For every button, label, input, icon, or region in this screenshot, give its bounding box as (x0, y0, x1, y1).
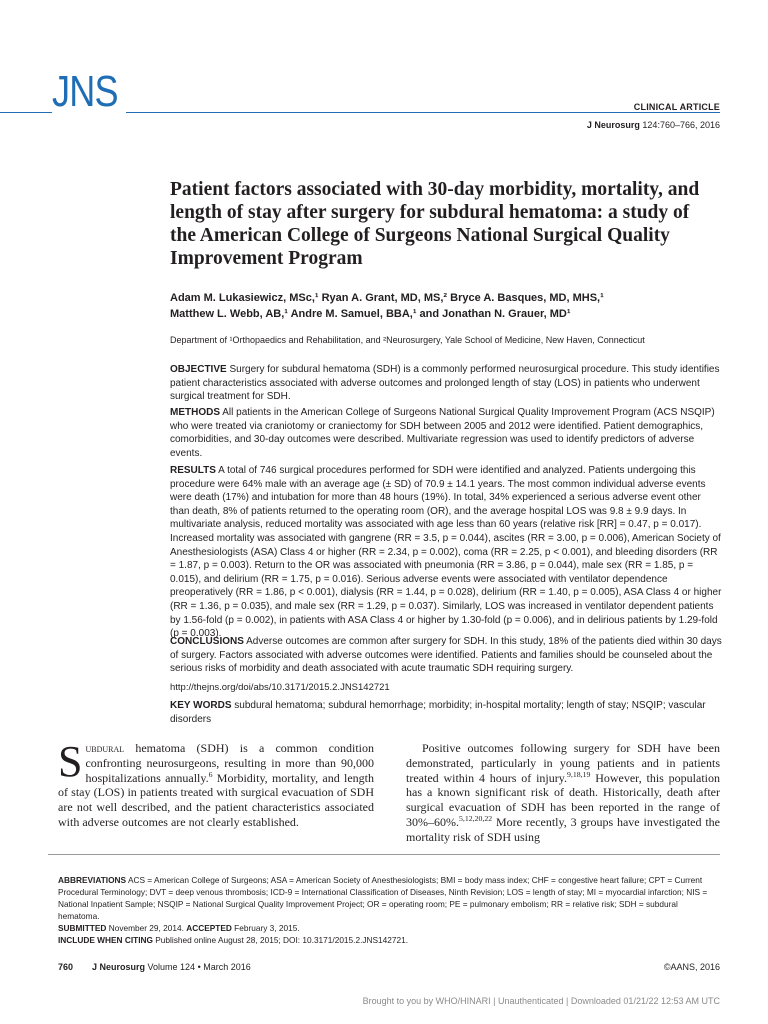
citation-journal: J Neurosurg (586, 120, 640, 130)
body-column-right (406, 741, 720, 845)
download-watermark: Brought to you by WHO/HINARI | Unauthenticated | Downloaded 01/21/22 12:53 AM UTC (362, 996, 720, 1006)
left-text-2: Morbidity, mortality, and length of stay (LOS) in patients treated with surgical evacuation of SDH are not well described, and the patient characteristics associated with adverse outcomes are not clearly established. (58, 770, 375, 829)
abstract-methods (170, 406, 722, 460)
methods-heading: METHODS (170, 407, 220, 418)
abstract-results (170, 464, 722, 641)
citation-detail: 124:760–766, 2016 (642, 120, 720, 130)
keywords (170, 699, 710, 726)
article-title: Patient factors associated with 30-day morbidity, mortality, and length of stay after surgery for subdural hematoma: a study of the American College of Surgeons National Surgical Quality Improvement Program (170, 179, 700, 269)
ref-link[interactable]: 6 (208, 769, 213, 779)
keywords-text: subdural hematoma; subdural hemorrhage; morbidity; in-hospital mortality; length of stay; NSQIP; vascular disorders (170, 700, 706, 725)
results-heading: RESULTS (170, 465, 216, 476)
ref-link[interactable]: 5,12,20,22 (459, 813, 493, 823)
results-text: A total of 746 surgical procedures performed for SDH were identified and analyzed. Patients undergoing this procedure were 64% male with an average age (± SD) of 70.9 ± 14.1 years. The most common individual adverse events were death (17%) and intubation for more than 48 hours (19%). In total, 34% experienced a serious adverse event other than death, 8% of patients returned to the operating room (OR), and the average hospital LOS was 9.8 ± 9.9 days. In multivariate analysis, reduced mortality was associated with age less than 60 years (relative risk [RR] = 0.47, p = 0.017). Increased mortality was associated with gangrene (RR = 3.5, p = 0.044), ascites (RR = 3.00, p = 0.006), American Society of Anesthesiologists (ASA) Class 4 or higher (RR = 2.34, p = 0.002), coma (RR = 2.25, p < 0.001), and bleeding disorders (RR = 1.87, p = 0.003). Return to the OR was associated with pneumonia (RR = 3.86, p = 0.044), male sex (RR = 1.85, p = 0.015), and delirium (RR = 1.75, p = 0.016). Serious adverse events were associated with ventilator dependence preoperatively (RR = 1.86, p < 0.001), dialysis (RR = 1.44, p = 0.028), delirium (RR = 1.40, p = 0.005), ASA Class 4 or higher (RR = 1.36, p = 0.035), and male sex (RR = 1.29, p = 0.037). Similarly, LOS was increased in ventilator dependent patients by 1.56-fold (p = 0.002), in patients with ASA Class 4 or higher by 1.30-fold (p = 0.006), and in delirious patients by 1.29-fold (p = 0.003). (170, 465, 722, 640)
header-rule (126, 112, 720, 113)
logo-rule (0, 112, 52, 113)
drop-cap: S (58, 737, 83, 786)
abbreviations-text: ACS = American College of Surgeons; ASA = American Society of Anesthesiologists; BMI = body mass index; CHF = congestive heart failure; CPT = Current Procedural Terminology; DVT = deep venous thrombosis; ICD-9 = International Classification of Diseases, Ninth Revision; LOS = length of stay; MI = myocardial infarction; NIS = National Inpatient Sample; NSQIP = National Surgical Quality Improvement Project; OR = operating room; PE = pulmonary embolism; RR = relative risk; SDH = subdural hematoma. (58, 875, 708, 921)
cite-text: Published online August 28, 2015; DOI: 10.3171/2015.2.JNS142721. (155, 935, 409, 945)
accepted-heading: ACCEPTED (186, 923, 232, 933)
abbreviations-heading: ABBREVIATIONS (58, 875, 127, 885)
abstract-objective (170, 363, 722, 404)
right-text-2: However, this population has a known significant risk of death. Historically, death after surgical evacuation of SDH has been reported in the range of 30%–60%. (406, 770, 720, 829)
abbreviations-box (58, 874, 712, 946)
page-number: 760 (58, 962, 74, 972)
accepted-date: February 3, 2015. (234, 923, 300, 933)
cite-heading: INCLUDE WHEN CITING (58, 935, 153, 945)
body-column-left (58, 737, 375, 830)
footer-journal (92, 962, 251, 972)
conclusions-heading: CONCLUSIONS (170, 636, 244, 647)
article-type: CLINICAL ARTICLE (633, 102, 720, 112)
journal-logo: JNS (52, 67, 118, 116)
keywords-heading: KEY WORDS (170, 700, 232, 711)
copyright: ©AANS, 2016 (663, 962, 720, 972)
right-text-1: Positive outcomes following surgery for SDH have been demonstrated, particularly in young patients and in patients treated within 4 hours of injury. (406, 741, 720, 785)
affiliation: Department of ¹Orthopaedics and Rehabilitation, and ²Neurosurgery, Yale School of Medicine, New Haven, Connecticut (170, 335, 645, 345)
author-list (170, 290, 690, 322)
footer-volume: Volume 124 • March 2016 (147, 962, 251, 972)
objective-text: Surgery for subdural hematoma (SDH) is a commonly performed neurosurgical procedure. This study identifies patient characteristics associated with adverse outcomes and prolonged length of stay (LOS) in patients who underwent surgical treatment for SDH. (170, 364, 720, 403)
first-word: ubdural (85, 741, 125, 755)
abbreviations (58, 874, 712, 922)
author-line-2: Matthew L. Webb, AB,¹ Andre M. Samuel, BBA,¹ and Jonathan N. Grauer, MD¹ (170, 308, 571, 320)
section-divider (48, 854, 720, 855)
right-text-3: More recently, 3 groups have investigated the mortality risk of SDH using (406, 814, 721, 844)
author-line-1: Adam M. Lukasiewicz, MSc,¹ Ryan A. Grant, MD, MS,² Bryce A. Basques, MD, MHS,¹ (170, 292, 604, 304)
citation-note (58, 934, 712, 946)
conclusions-text: Adverse outcomes are common after surgery for SDH. In this study, 18% of the patients died within 30 days of surgery. Factors associated with adverse outcomes were identified. Patients and families should be counseled about the serious risks of morbidity and death associated with acute traumatic SDH requiring surgery. (170, 636, 722, 675)
footer-journal-name: J Neurosurg (92, 962, 146, 972)
objective-heading: OBJECTIVE (170, 364, 227, 375)
submitted-date: November 29, 2014. (108, 923, 184, 933)
citation-line (587, 120, 720, 130)
methods-text: All patients in the American College of Surgeons National Surgical Quality Improvement Program (ACS NSQIP) who were treated via craniotomy or craniectomy for SDH between 2005 and 2012 were identified. Patient demographics, comorbidities, and 30-day outcomes were described. Multivariate regression was used to identify predictors of adverse events. (170, 407, 715, 459)
abstract-conclusions (170, 635, 722, 676)
ref-link[interactable]: 9,18,19 (566, 769, 591, 779)
article-url-link[interactable]: http://thejns.org/doi/abs/10.3171/2015.2.JNS142721 (170, 682, 390, 693)
submitted-heading: SUBMITTED (58, 923, 107, 933)
left-text-1: hematoma (SDH) is a common condition confronting neurosurgeons, resulting in more than 90,000 hospitalizations annually. (85, 741, 374, 785)
submission-dates (58, 922, 712, 934)
